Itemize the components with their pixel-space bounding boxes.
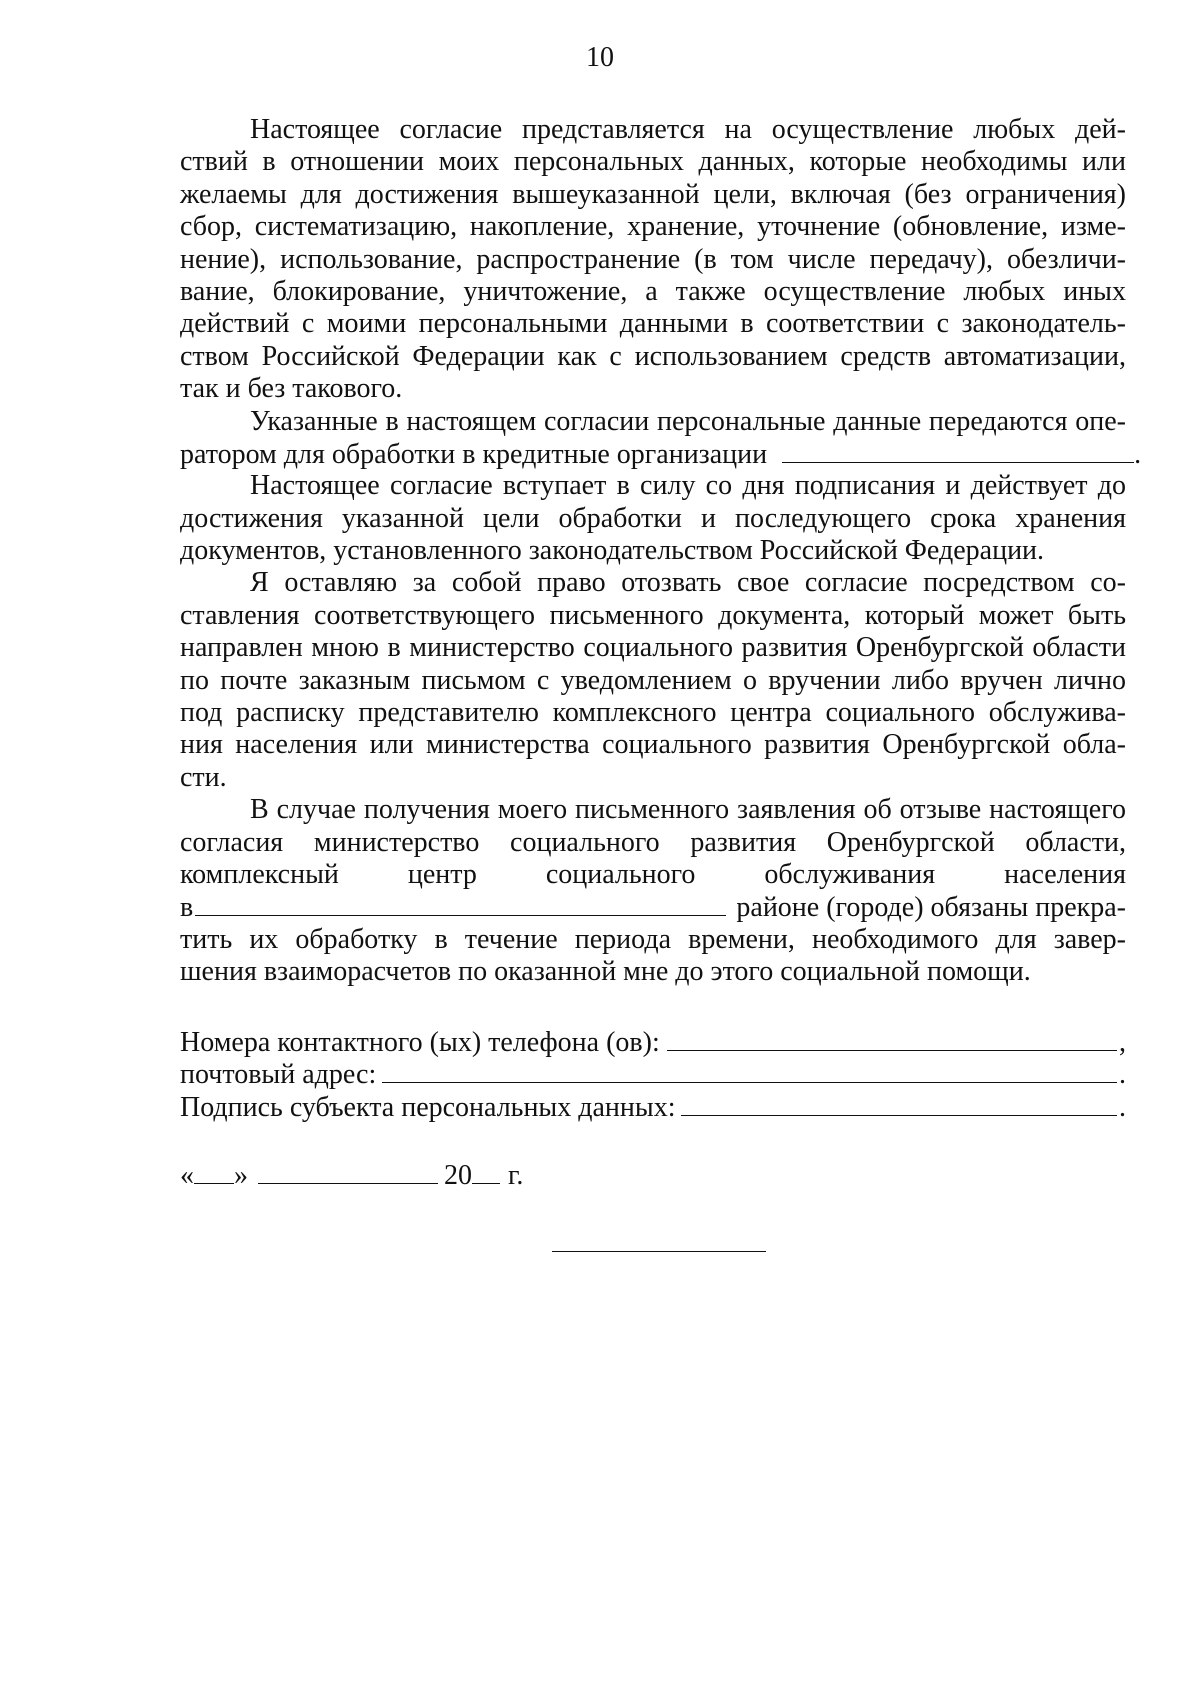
text-line: желаемы для достижения вышеуказанной цели, включая (без ограничения): [180, 178, 1126, 210]
text-line: действий с моими персональными данными в соответствии с законодатель-: [180, 308, 1126, 340]
address-label: почтовый адрес:: [180, 1059, 377, 1091]
address-field-row: [180, 1059, 1126, 1091]
contact-fields: [180, 1027, 1126, 1124]
text-line: сти.: [180, 761, 227, 793]
text-line: согласия министерство социального развития Оренбургской области,: [180, 826, 1126, 858]
text-line: шения взаиморасчетов по оказанной мне до этого социальной помощи.: [180, 956, 1031, 988]
text-fragment: ратором для обработки в кредитные организации: [180, 438, 768, 470]
text-line: ством Российской Федерации как с использованием средств автоматизации,: [180, 340, 1126, 372]
text-line: ствий в отношении моих персональных данных, которые необходимы или: [180, 146, 1126, 178]
text-line: В случае получения моего письменного заявления об отзыве настоящего: [250, 794, 1126, 826]
consent-body: [180, 114, 1142, 989]
year-suffix: г.: [508, 1160, 524, 1191]
phone-blank[interactable]: [667, 1028, 1117, 1051]
text-line: по почте заказным письмом с уведомлением о вручении либо вручен лично: [180, 664, 1126, 696]
phone-field-row: [180, 1027, 1126, 1059]
end-divider: [552, 1251, 766, 1252]
text-line: направлен мною в министерство социального развития Оренбургской области: [180, 632, 1126, 664]
text-line: нение), использование, распространение (в том числе передачу), обезличи-: [180, 243, 1126, 275]
paragraph-termination: [180, 794, 1126, 988]
signature-label: Подпись субъекта персональных данных:: [180, 1091, 676, 1123]
signature-field-row: [180, 1092, 1126, 1124]
month-blank[interactable]: [258, 1161, 438, 1184]
date-line: [180, 1160, 523, 1192]
phone-label: Номера контактного (ых) телефона (ов):: [180, 1027, 660, 1058]
text-fragment: в: [180, 892, 194, 924]
text-line: Настоящее согласие вступает в силу со дня подписания и действует до: [250, 470, 1126, 502]
address-blank[interactable]: [382, 1060, 1117, 1083]
year-blank[interactable]: [472, 1161, 500, 1184]
text-line: документов, установленного законодательством Российской Федерации.: [180, 535, 1045, 567]
paragraph-transfer: [180, 405, 1142, 471]
text-fragment: районе (городе) обязаны прекра-: [736, 892, 1126, 924]
text-line: комплексный центр социального обслуживания населения: [180, 858, 1126, 890]
year-prefix: 20: [444, 1160, 472, 1191]
page-number: 10: [586, 42, 614, 73]
paragraph-revocation: [180, 567, 1126, 794]
text-line: Настоящее согласие представляется на осуществление любых дей-: [250, 114, 1126, 145]
text-line: вание, блокирование, уничтожение, а также осуществление любых иных: [180, 275, 1126, 307]
text-line: сбор, систематизацию, накопление, хранение, уточнение (обновление, изме-: [180, 211, 1126, 243]
date-close-quote: »: [234, 1160, 248, 1191]
address-end: .: [1119, 1059, 1126, 1091]
text-line: ставления соответствующего письменного документа, который может быть: [180, 599, 1126, 631]
text-line-with-blank: [180, 891, 1126, 923]
signature-end: .: [1119, 1091, 1126, 1123]
text-line: ния населения или министерства социального развития Оренбургской обла-: [180, 729, 1126, 761]
date-open-quote: «: [180, 1160, 194, 1191]
text-line: Указанные в настоящем согласии персональные данные передаются опе-: [250, 405, 1126, 437]
signature-blank[interactable]: [681, 1093, 1117, 1116]
credit-organization-blank[interactable]: [782, 438, 1134, 463]
paragraph-validity: [180, 470, 1126, 567]
day-blank[interactable]: [194, 1161, 234, 1184]
text-line: тить их обработку в течение периода времени, необходимого для завер-: [180, 923, 1126, 955]
text-line-with-blank: [180, 438, 1142, 470]
district-blank[interactable]: [195, 891, 726, 916]
phone-end: ,: [1119, 1027, 1126, 1058]
text-line: Я оставляю за собой право отозвать свое согласие посредством со-: [250, 567, 1126, 599]
text-fragment: .: [1134, 438, 1142, 470]
text-line: так и без такового.: [180, 373, 403, 405]
text-line: под расписку представителю комплексного центра социального обслужива-: [180, 697, 1126, 729]
paragraph-scope: [180, 114, 1126, 406]
text-line: достижения указанной цели обработки и последующего срока хранения: [180, 502, 1126, 534]
